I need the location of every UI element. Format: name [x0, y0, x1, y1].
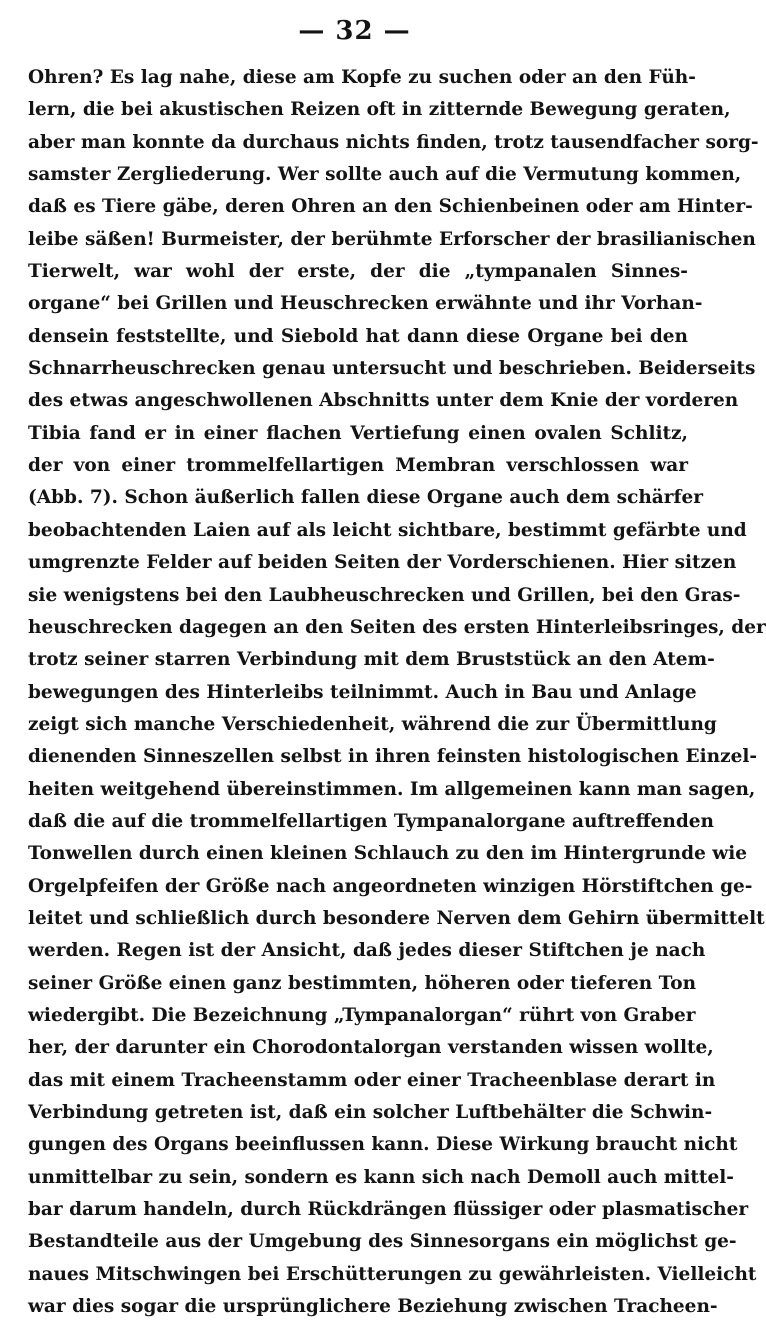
text-line: Tibia fand er in einer flachen Vertiefung einen ovalen Schlitz, [28, 422, 688, 444]
text-line: wiedergibt. Die Bezeichnung „Tympanalorgan“ rührt von Graber [28, 1004, 696, 1026]
text-line: Verbindung getreten ist, daß ein solcher Luftbehälter die Schwin- [28, 1102, 713, 1123]
text-line: organe“ bei Grillen und Heuschrecken erwähnte und ihr Vorhan- [28, 293, 703, 315]
page-number-value: 32 [335, 16, 374, 46]
text-line: werden. Regen ist der Ansicht, daß jedes dieser Stiftchen je nach [28, 940, 706, 962]
text-line: das mit einem Tracheenstamm oder einer Tracheenblase derart in [28, 1069, 716, 1091]
body-text [28, 62, 766, 1323]
text-line: seiner Größe einen ganz bestimmten, höheren oder tieferen Ton [28, 972, 697, 994]
text-line: der von einer trommelfellartigen Membran verschlossen war [28, 455, 688, 477]
page-number-dash-left: — [298, 16, 326, 46]
text-line: zeigt sich manche Verschiedenheit, während die zur Übermittlung [28, 713, 717, 735]
text-line: beobachtenden Laien auf als leicht sichtbare, bestimmt gefärbte und [28, 519, 747, 541]
text-line: naues Mitschwingen bei Erschütterungen zu gewährleisten. Vielleicht [28, 1263, 757, 1285]
page-number-dash-right: — [383, 16, 411, 46]
text-line: her, der darunter ein Chorodontalorgan verstanden wissen wollte, [28, 1037, 714, 1059]
text-line: trotz seiner starren Verbindung mit dem Bruststück an den Atem- [28, 649, 715, 671]
text-line: heiten weitgehend übereinstimmen. Im allgemeinen kann man sagen, [28, 778, 756, 800]
text-line: Tonwellen durch einen kleinen Schlauch zu den im Hintergrunde wie [28, 843, 748, 865]
page-number [0, 14, 709, 48]
text-line: gungen des Organs beeinflussen kann. Diese Wirkung braucht nicht [28, 1134, 738, 1156]
text-line: bewegungen des Hinterleibs teilnimmt. Auch in Bau und Anlage [28, 681, 697, 703]
text-line: samster Zergliederung. Wer sollte auch auf die Vermutung kommen, [28, 164, 742, 186]
text-line: Ohren? Es lag nahe, diese am Kopfe zu suchen oder an den Füh- [28, 67, 696, 88]
text-line: dienenden Sinneszellen selbst in ihren feinsten histologischen Einzel- [28, 746, 758, 768]
text-line: (Abb. 7). Schon äußerlich fallen diese Organe auch dem schärfer [28, 487, 704, 509]
text-line: sie wenigstens bei den Laubheuschrecken und Grillen, bei den Gras- [28, 584, 741, 606]
text-line: heuschrecken dagegen an den Seiten des ersten Hinterleibsringes, der [28, 616, 766, 638]
text-line: leitet und schließlich durch besondere Nerven dem Gehirn übermittelt [28, 907, 765, 929]
text-line: aber man konnte da durchaus nichts finden, trotz tausendfacher sorg- [28, 131, 759, 153]
text-line: unmittelbar zu sein, sondern es kann sich nach Demoll auch mittel- [28, 1166, 734, 1188]
text-line: densein feststellte, und Siebold hat dann diese Organe bei den [28, 325, 688, 347]
text-line: Schnarrheuschrecken genau untersucht und beschrieben. Beiderseits [28, 358, 756, 380]
text-line: daß es Tiere gäbe, deren Ohren an den Schienbeinen oder am Hinter- [28, 196, 753, 218]
text-line: des etwas angeschwollenen Abschnitts unter dem Knie der vorderen [28, 390, 739, 412]
text-line: umgrenzte Felder auf beiden Seiten der Vorderschienen. Hier sitzen [28, 552, 737, 574]
text-line: leibe säßen! Burmeister, der berühmte Erforscher der brasilianischen [28, 228, 756, 250]
text-line: war dies sogar die ursprünglichere Beziehung zwischen Tracheen- [28, 1296, 718, 1318]
text-line: Tierwelt, war wohl der erste, der die „tympanalen Sinnes- [28, 261, 688, 283]
text-line: Orgelpfeifen der Größe nach angeordneten winzigen Hörstiftchen ge- [28, 875, 753, 897]
text-line: Bestandteile aus der Umgebung des Sinnesorgans ein möglichst ge- [28, 1231, 737, 1253]
text-line: bar darum handeln, durch Rückdrängen flüssiger oder plasmatischer [28, 1199, 749, 1221]
text-line: daß die auf die trommelfellartigen Tympanalorgane auftreffenden [28, 810, 715, 832]
text-line: lern, die bei akustischen Reizen oft in zitternde Bewegung geraten, [28, 99, 731, 121]
